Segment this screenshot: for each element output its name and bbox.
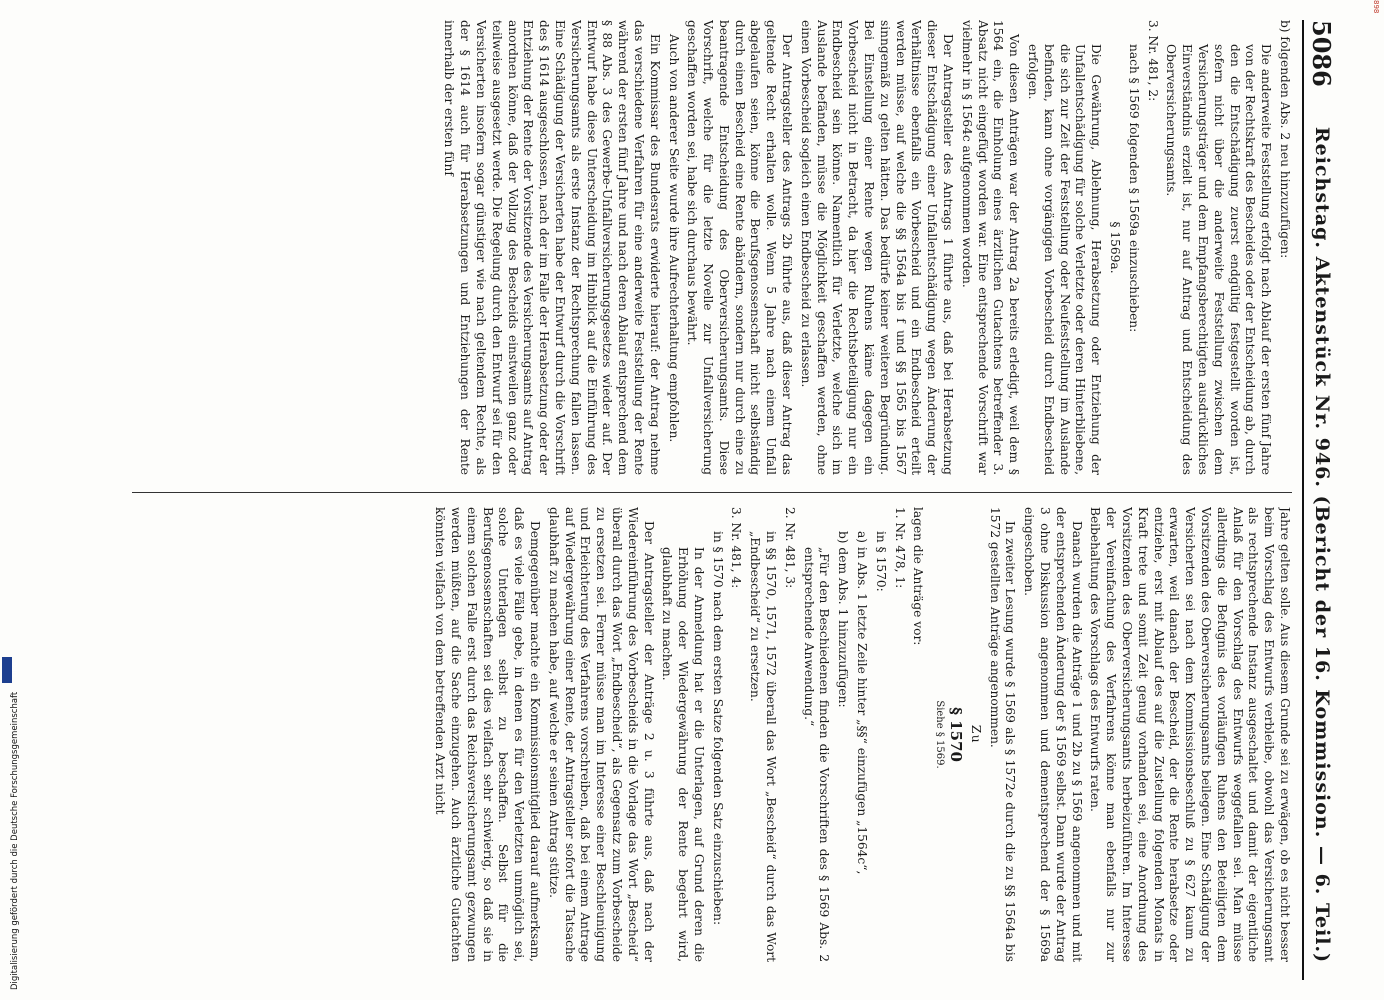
list-item: 3. Nr. 481, 4: (729, 507, 744, 589)
rotated-page-content (70, 20, 1340, 980)
page-number: 5086 (1307, 20, 1337, 87)
list-item: b) dem Abs. 1 hinzuzufügen: (836, 531, 851, 708)
list-item: in §§ 1570, 1571, 1572 überall das Wort „Bescheid“ durch das Wort „Endbescheid“ zu ersetzen. (748, 531, 779, 962)
paragraph: Auch von anderer Seite wurde ihre Aufrechterhaltung empfohlen. (666, 34, 681, 443)
margin-note: 898 (1372, 0, 1380, 14)
paragraph: Der Antragsteller der Anträge 2 u. 3 führte aus, daß nach der Wiedereinführung des Vorbescheids in die Vorlage das Wort „Bescheid“ überall durch das Wort „Endbescheid“, als Gegensatz zum Vorbescheide zu ersetzen sei. Ferner müsse man im Interesse einer Beschleunigung und Erleichterung des Verfahrens vorschreiben, daß bei einem Antrage auf Wiedergewährung einer Rente, der Antragsteller sofort die Tatsache glaubhaft zu machen habe, auf welche er seinen Antrag stütze. (546, 507, 656, 962)
paragraph: In zweiter Lesung wurde § 1569 als § 1572e durch die zu §§ 1564a bis 1572 gestellten Anträge angenommen. (987, 507, 1018, 962)
paragraph: Von diesen Anträgen war der Antrag 2a bereits erledigt, weil dem § 1564 ein, die Einholung eines ärztlichen Gutachtens betreffender 3. Absatz nicht eingefügt worden war. Eine entsprechende Vorschrift war vielmehr in § 1564c aufgenommen worden. (959, 20, 1022, 475)
header-title: Reichstag. Aktenstück Nr. 946. (Bericht der 16. Kommission. — 6. Teil.) (1311, 126, 1333, 964)
paragraph: Die anderweite Feststellung erfolgt nach Ablauf der ersten fünf Jahre von der Rechtskraft des Bescheides oder der Entscheidung ab, durch den die Entschädigung zuerst endgültig festgestellt worden ist, sofern nicht über die anderweite Feststellung zwischen dem Versicherungsträger und dem Empfangsberechtigten ausdrückliches Einverständnis erzielt ist, nur auf Antrag und Entscheidung des Oberversicherungsamts. (1164, 44, 1274, 475)
quote: In der Anmeldung hat er die Unterlagen, auf Grund deren die Erhöhung oder Wiedergewährung der Rente begehrt wird, glaubhaft zu machen. (660, 547, 706, 962)
paragraph: nach § 1569 folgenden § 1569a einzuschieben: (1126, 44, 1141, 333)
footer-text: Digitalisierung gefördert durch die Deutsche Forschungsgemeinschaft (10, 691, 20, 990)
paragraph: lagen die Anträge vor: (911, 507, 926, 646)
section-prefix: Zu (968, 724, 983, 745)
page-header (1302, 20, 1340, 980)
quote: „Für den Beschiedenen finden die Vorschriften des § 1569 Abs. 2 entsprechende Anwendung.“ (801, 547, 832, 962)
digitization-footer (2, 610, 20, 990)
paragraph: 3. Nr. 481, 2: (1145, 20, 1160, 102)
list-item: in § 1570 nach dem ersten Satze folgenden Satz einzuschieben: (710, 531, 725, 926)
list-item: in § 1570: (873, 531, 888, 592)
paragraph: Jahre gelten solle. Aus diesem Grunde sei zu erwägen, ob es nicht besser beim Vorschlag des Entwurfs verbleibe, obwohl das Versicherungsamt als rechtsprechende Instanz ausgeschaltet und damit der eigentliche Anlaß für den Vorschlag des Entwurfs weggefallen sei. Man müsse allerdings die Befugnis des vorläufigen Ruhens den Beteiligten dem Vorsitzenden des Oberversicherungsamts beilegen. Eine Schädigung der Versicherten sei nach dem Kommissionsbeschluß zu § 627 kaum zu erwarten, weil danach der Bescheid, der die Rente herabsetze oder entziehe, erst mit Ablauf des auf die Zustellung folgenden Monats in Kraft trete und somit Zeit genug vorhanden sei, eine Anordnung des Vorsitzenden des Oberversicherungsamts herbeizuführen. Im Interesse der Vereinfachung des Verfahrens könne man ebenfalls nur zur Beibehaltung des Vorschlags des Entwurfs raten. (1088, 507, 1292, 962)
section-heading: § 1570 (947, 707, 966, 762)
paragraph: Der Antragsteller des Antrags 1 führte aus, daß bei Herabsetzung dieser Entschädigung einer Unfallentschädigung wegen Änderung der Verhältnisse ebenfalls ein Vorbescheid und ein Endbescheid erteilt werden müsse, auf welche die §§ 1564a bis f und §§ 1565 bis 1567 sinngemäß zu gelten hätten. Das bedürfe keiner weiteren Begründung. Bei Einstellung einer Rente wegen Ruhens käme dagegen ein Vorbescheid nicht in Betracht, da hier die Rechtsbeteiligung nur ein Endbescheid sein könne. Namentlich für Verletzte, welche sich im Auslande befänden, müsse die Möglichkeit geschaffen werden, ohne einen Vorbescheid sogleich einen Endbescheid zu erlassen. (798, 20, 956, 475)
list-item: a) in Abs. 1 letzte Zeile hinter „§§“ einzufügen „1564c“, (855, 531, 870, 875)
right-column (92, 507, 1292, 962)
paragraph: Demgegenüber machte ein Kommissionsmitglied darauf aufmerksam, daß es viele Fälle gebe, in denen es für den Verletzten unmöglich sei, solche Unterlagen selbst zu beschaffen. Selbst für die Berufsgenossenschaften sei dies vielfach sehr schwierig, so daß sie in einem solchen Falle erst durch das Reichsversicherungsamt gezwungen werden müßten, auf die Sache einzugehen. Auch ärztliche Gutachten könnten vielfach von dem betreffenden Arzt nicht (433, 507, 542, 962)
paragraph: Ein Kommissar des Bundesrats erwiderte hierauf: der Antrag nehme das verschiedene Verfahren für eine anderweite Feststellung der Rente während der ersten fünf Jahre und nach deren Ablauf entsprechend dem § 88 Abs. 3 des Gewerbe-Unfallversicherungsgesetzes wieder auf. Der Entwurf habe diese Unterscheidung im Hinblick auf die Einführung des Versicherungsamts als erste Instanz der Rechtsprechung fallen lassen. Eine Schädigung der Versicherten habe der Entwurf durch die Vorschrift des § 1614 ausgeschlossen, nach der im Falle der Herabsetzung oder der Entziehung der Rente der Vorsitzende des Versicherungsamts auf Antrag anordnen könne, daß der Vollzug des Bescheids einstweilen ganz oder teilweise ausgesetzt werde. Die Regelung durch den Entwurf sei für den Versicherten insofern sogar günstiger wie nach geltendem Rechte, als der § 1614 auch für Herabsetzungen und Entziehungen der Rente innerhalb der ersten fünf (442, 20, 662, 475)
paragraph: Der Antragsteller des Antrags 2b führte aus, daß dieser Antrag das geltende Recht erhalten wolle. Wenn 5 Jahre nach einem Unfall abgelaufen seien, könne die Berufsgenossenschaft nicht selbständig durch einen Bescheid eine Rente abändern, sondern nur durch eine zu beantragende Entscheidung des Oberversicherungsamts. Diese Vorschrift, welche für die letzte Novelle zur Unfallversicherung geschaffen worden sei, habe sich durchaus bewährt. (685, 20, 795, 475)
dfg-logo-icon: DFG (2, 657, 12, 683)
section-reference: Siehe § 1569. (934, 700, 946, 769)
list-item: 1. Nr. 478, 1: (892, 507, 907, 589)
section-heading: § 1569a. (1108, 221, 1123, 274)
list-item: 2. Nr. 481, 3: (782, 507, 797, 589)
column-divider (132, 492, 1292, 493)
paragraph: Die Gewährung, Ablehnung, Herabsetzung oder Entziehung der Unfallentschädigung für solche Verletzte oder deren Hinterbliebene, die sich zur Zeit der Feststellung oder Neufeststellung im Auslande befinden, kann ohne vorgängigen Vorbescheid durch Endbescheid erfolgen. (1026, 44, 1104, 475)
paragraph: Danach wurden die Anträge 1 und 2b zu § 1569 angenommen und mit der entsprechenden Änderung der § 1569 selbst. Dann wurde der Antrag 3 ohne Diskussion angenommen und dementsprechend der § 1569a eingeschoben. (1022, 507, 1084, 962)
left-column (92, 20, 1292, 475)
paragraph: b) folgenden Abs. 2 neu hinzuzufügen: (1278, 20, 1292, 259)
